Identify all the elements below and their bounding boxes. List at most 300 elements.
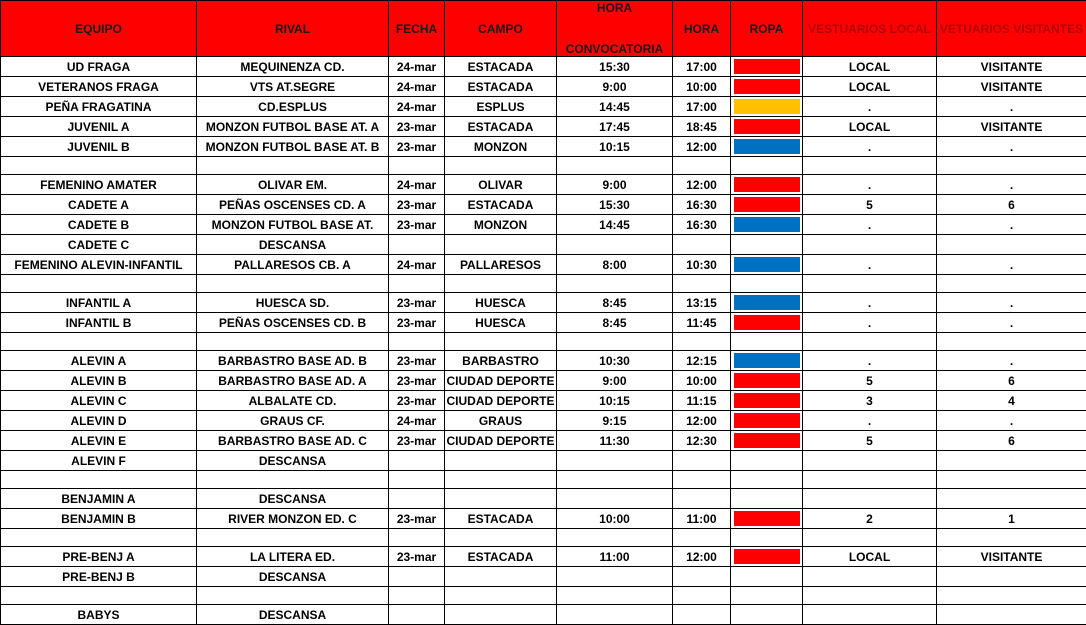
cell-equipo	[1, 157, 197, 175]
cell-vestuario-local: 3	[803, 391, 937, 411]
cell-hora-convocatoria: 10:15	[557, 391, 673, 411]
cell-equipo: CADETE A	[1, 195, 197, 215]
cell-campo	[445, 275, 557, 293]
kit-color-swatch	[734, 315, 800, 330]
cell-campo: ESTACADA	[445, 77, 557, 97]
cell-fecha	[389, 471, 445, 489]
table-row	[1, 567, 1086, 587]
cell-ropa	[731, 567, 803, 587]
cell-fecha: 23-mar	[389, 215, 445, 235]
kit-color-swatch	[734, 413, 800, 428]
cell-vestuario-local: 5	[803, 371, 937, 391]
kit-color-swatch	[734, 353, 800, 368]
cell-equipo: ALEVIN A	[1, 351, 197, 371]
table-row	[1, 509, 1086, 529]
cell-vestuario-local: LOCAL	[803, 547, 937, 567]
cell-rival	[197, 587, 389, 605]
cell-equipo: ALEVIN C	[1, 391, 197, 411]
cell-hora	[673, 157, 731, 175]
cell-vestuario-visitante: 6	[937, 371, 1086, 391]
cell-ropa	[731, 97, 803, 117]
cell-vestuario-local: 5	[803, 431, 937, 451]
kit-color-swatch	[734, 257, 800, 272]
cell-hora-convocatoria: 8:00	[557, 255, 673, 275]
header-rival: RIVAL	[197, 1, 389, 57]
cell-vestuario-local: .	[803, 293, 937, 313]
table-row	[1, 605, 1086, 625]
cell-vestuario-visitante: .	[937, 351, 1086, 371]
cell-hora-convocatoria	[557, 489, 673, 509]
cell-hora: 10:30	[673, 255, 731, 275]
cell-campo: ESTACADA	[445, 117, 557, 137]
cell-rival	[197, 275, 389, 293]
cell-campo	[445, 235, 557, 255]
cell-ropa	[731, 451, 803, 471]
cell-vestuario-visitante	[937, 489, 1086, 509]
cell-vestuario-local	[803, 275, 937, 293]
cell-fecha	[389, 587, 445, 605]
cell-vestuario-local: .	[803, 215, 937, 235]
cell-fecha: 24-mar	[389, 57, 445, 77]
header-ropa: ROPA	[731, 1, 803, 57]
cell-fecha	[389, 567, 445, 587]
table-row	[1, 117, 1086, 137]
cell-campo: ESTACADA	[445, 547, 557, 567]
cell-campo: MONZON	[445, 137, 557, 157]
cell-hora-convocatoria	[557, 529, 673, 547]
cell-vestuario-local: .	[803, 97, 937, 117]
cell-rival: GRAUS CF.	[197, 411, 389, 431]
cell-campo: BARBASTRO	[445, 351, 557, 371]
cell-hora: 11:45	[673, 313, 731, 333]
cell-hora-convocatoria: 17:45	[557, 117, 673, 137]
cell-equipo: BENJAMIN B	[1, 509, 197, 529]
kit-color-swatch	[734, 393, 800, 408]
table-row	[1, 215, 1086, 235]
table-row	[1, 137, 1086, 157]
cell-vestuario-local: .	[803, 255, 937, 275]
cell-ropa	[731, 391, 803, 411]
cell-rival: HUESCA SD.	[197, 293, 389, 313]
cell-rival: PEÑAS OSCENSES CD. A	[197, 195, 389, 215]
cell-rival: DESCANSA	[197, 451, 389, 471]
cell-hora: 12:00	[673, 175, 731, 195]
cell-vestuario-visitante: .	[937, 175, 1086, 195]
cell-hora: 18:45	[673, 117, 731, 137]
cell-hora	[673, 605, 731, 625]
cell-rival	[197, 529, 389, 547]
cell-hora-convocatoria	[557, 451, 673, 471]
cell-equipo	[1, 587, 197, 605]
header-equipo: EQUIPO	[1, 1, 197, 57]
cell-vestuario-visitante: VISITANTE	[937, 117, 1086, 137]
cell-equipo	[1, 333, 197, 351]
cell-rival	[197, 333, 389, 351]
kit-color-swatch	[734, 433, 800, 448]
cell-fecha: 23-mar	[389, 195, 445, 215]
cell-ropa	[731, 471, 803, 489]
cell-hora: 11:15	[673, 391, 731, 411]
cell-vestuario-visitante: .	[937, 411, 1086, 431]
cell-campo: CIUDAD DEPORTE	[445, 431, 557, 451]
cell-rival	[197, 471, 389, 489]
cell-hora-convocatoria: 9:00	[557, 77, 673, 97]
cell-fecha	[389, 605, 445, 625]
cell-equipo: INFANTIL A	[1, 293, 197, 313]
cell-campo	[445, 157, 557, 175]
cell-equipo: VETERANOS FRAGA	[1, 77, 197, 97]
cell-fecha: 24-mar	[389, 97, 445, 117]
cell-ropa	[731, 547, 803, 567]
cell-ropa	[731, 117, 803, 137]
spacer-row	[1, 529, 1086, 547]
cell-vestuario-local	[803, 451, 937, 471]
cell-campo: HUESCA	[445, 293, 557, 313]
cell-campo: OLIVAR	[445, 175, 557, 195]
cell-campo	[445, 489, 557, 509]
cell-vestuario-local: LOCAL	[803, 117, 937, 137]
cell-hora-convocatoria: 10:15	[557, 137, 673, 157]
cell-fecha: 24-mar	[389, 175, 445, 195]
cell-hora: 12:30	[673, 431, 731, 451]
cell-hora: 12:00	[673, 137, 731, 157]
kit-color-swatch	[734, 79, 800, 94]
cell-rival: DESCANSA	[197, 605, 389, 625]
cell-vestuario-visitante	[937, 235, 1086, 255]
cell-fecha	[389, 235, 445, 255]
cell-equipo: ALEVIN D	[1, 411, 197, 431]
cell-equipo: CADETE C	[1, 235, 197, 255]
header-fecha: FECHA	[389, 1, 445, 57]
table-row	[1, 431, 1086, 451]
cell-campo	[445, 529, 557, 547]
cell-hora-convocatoria	[557, 567, 673, 587]
table-row	[1, 293, 1086, 313]
kit-color-swatch	[734, 295, 800, 310]
cell-hora: 12:15	[673, 351, 731, 371]
cell-equipo: ALEVIN E	[1, 431, 197, 451]
kit-color-swatch	[734, 99, 800, 114]
cell-vestuario-visitante: 1	[937, 509, 1086, 529]
cell-vestuario-local: LOCAL	[803, 77, 937, 97]
cell-vestuario-visitante: .	[937, 97, 1086, 117]
table-row	[1, 547, 1086, 567]
cell-equipo: FEMENINO ALEVIN-INFANTIL	[1, 255, 197, 275]
cell-fecha: 23-mar	[389, 313, 445, 333]
cell-fecha	[389, 333, 445, 351]
cell-campo	[445, 587, 557, 605]
cell-vestuario-local	[803, 605, 937, 625]
cell-hora-convocatoria: 8:45	[557, 293, 673, 313]
cell-campo	[445, 451, 557, 471]
table-row	[1, 313, 1086, 333]
cell-hora-convocatoria	[557, 333, 673, 351]
cell-hora: 17:00	[673, 57, 731, 77]
header-vestuarios-local: VESTUARIOS LOCAL	[803, 1, 937, 57]
kit-color-swatch	[734, 59, 800, 74]
cell-equipo: PRE-BENJ A	[1, 547, 197, 567]
cell-fecha: 23-mar	[389, 371, 445, 391]
cell-hora	[673, 471, 731, 489]
cell-rival: BARBASTRO BASE AD. C	[197, 431, 389, 451]
cell-vestuario-local: .	[803, 313, 937, 333]
cell-hora	[673, 567, 731, 587]
cell-fecha: 23-mar	[389, 293, 445, 313]
cell-vestuario-visitante: 6	[937, 195, 1086, 215]
cell-vestuario-visitante: .	[937, 313, 1086, 333]
cell-vestuario-local	[803, 567, 937, 587]
cell-campo: ESTACADA	[445, 195, 557, 215]
cell-equipo: ALEVIN F	[1, 451, 197, 471]
cell-vestuario-visitante	[937, 587, 1086, 605]
cell-hora-convocatoria: 8:45	[557, 313, 673, 333]
cell-equipo	[1, 471, 197, 489]
cell-campo	[445, 567, 557, 587]
cell-equipo: UD FRAGA	[1, 57, 197, 77]
cell-fecha	[389, 157, 445, 175]
cell-vestuario-local	[803, 333, 937, 351]
cell-vestuario-local	[803, 157, 937, 175]
cell-ropa	[731, 57, 803, 77]
cell-rival: VTS AT.SEGRE	[197, 77, 389, 97]
kit-color-swatch	[734, 197, 800, 212]
cell-rival: OLIVAR EM.	[197, 175, 389, 195]
cell-ropa	[731, 215, 803, 235]
cell-vestuario-visitante: 4	[937, 391, 1086, 411]
cell-vestuario-visitante	[937, 567, 1086, 587]
cell-fecha	[389, 529, 445, 547]
cell-campo: HUESCA	[445, 313, 557, 333]
cell-vestuario-local: .	[803, 175, 937, 195]
cell-hora-convocatoria: 10:30	[557, 351, 673, 371]
cell-ropa	[731, 77, 803, 97]
cell-vestuario-local: .	[803, 411, 937, 431]
header-hora: HORA	[673, 1, 731, 57]
kit-color-swatch	[734, 373, 800, 388]
spacer-row	[1, 157, 1086, 175]
cell-ropa	[731, 235, 803, 255]
cell-rival: BARBASTRO BASE AD. A	[197, 371, 389, 391]
spacer-row	[1, 587, 1086, 605]
cell-rival: MONZON FUTBOL BASE AT. A	[197, 117, 389, 137]
cell-rival: CD.ESPLUS	[197, 97, 389, 117]
cell-campo	[445, 471, 557, 489]
spacer-row	[1, 471, 1086, 489]
cell-ropa	[731, 509, 803, 529]
table-row	[1, 411, 1086, 431]
spacer-row	[1, 333, 1086, 351]
header-hora-convocatoria	[557, 1, 673, 57]
cell-vestuario-visitante	[937, 157, 1086, 175]
cell-fecha	[389, 275, 445, 293]
cell-equipo: BENJAMIN A	[1, 489, 197, 509]
cell-campo	[445, 333, 557, 351]
cell-hora	[673, 333, 731, 351]
cell-hora	[673, 451, 731, 471]
cell-vestuario-visitante	[937, 333, 1086, 351]
cell-rival: LA LITERA ED.	[197, 547, 389, 567]
cell-vestuario-visitante	[937, 529, 1086, 547]
cell-fecha: 23-mar	[389, 351, 445, 371]
cell-hora-convocatoria: 9:00	[557, 175, 673, 195]
cell-vestuario-local: .	[803, 137, 937, 157]
cell-vestuario-local	[803, 587, 937, 605]
header-hora-convocatoria-bottom: CONVOCATORIA	[557, 42, 672, 56]
cell-campo: GRAUS	[445, 411, 557, 431]
cell-vestuario-local	[803, 235, 937, 255]
table-row	[1, 351, 1086, 371]
cell-hora-convocatoria: 9:15	[557, 411, 673, 431]
cell-rival: BARBASTRO BASE AD. B	[197, 351, 389, 371]
cell-fecha	[389, 489, 445, 509]
cell-campo: ESPLUS	[445, 97, 557, 117]
cell-equipo: FEMENINO AMATER	[1, 175, 197, 195]
cell-hora: 10:00	[673, 77, 731, 97]
header-hora-convocatoria-top: HORA	[557, 1, 672, 15]
cell-campo: CIUDAD DEPORTE	[445, 371, 557, 391]
cell-hora	[673, 235, 731, 255]
cell-campo: MONZON	[445, 215, 557, 235]
cell-hora-convocatoria: 14:45	[557, 97, 673, 117]
cell-hora-convocatoria: 14:45	[557, 215, 673, 235]
cell-rival: DESCANSA	[197, 567, 389, 587]
cell-fecha: 23-mar	[389, 137, 445, 157]
cell-vestuario-visitante: VISITANTE	[937, 77, 1086, 97]
cell-campo: PALLARESOS	[445, 255, 557, 275]
table-row	[1, 489, 1086, 509]
table-row	[1, 77, 1086, 97]
cell-rival: MONZON FUTBOL BASE AT.	[197, 215, 389, 235]
cell-ropa	[731, 411, 803, 431]
cell-vestuario-local	[803, 471, 937, 489]
cell-equipo: CADETE B	[1, 215, 197, 235]
cell-equipo: BABYS	[1, 605, 197, 625]
kit-color-swatch	[734, 177, 800, 192]
cell-campo: ESTACADA	[445, 509, 557, 529]
cell-hora	[673, 529, 731, 547]
cell-fecha: 23-mar	[389, 117, 445, 137]
table-row	[1, 391, 1086, 411]
cell-vestuario-visitante	[937, 275, 1086, 293]
cell-hora-convocatoria: 15:30	[557, 57, 673, 77]
cell-rival: MEQUINENZA CD.	[197, 57, 389, 77]
table-row	[1, 97, 1086, 117]
cell-hora: 12:00	[673, 411, 731, 431]
cell-hora-convocatoria	[557, 235, 673, 255]
cell-ropa	[731, 529, 803, 547]
cell-hora-convocatoria	[557, 157, 673, 175]
cell-hora: 16:30	[673, 215, 731, 235]
cell-vestuario-visitante: .	[937, 293, 1086, 313]
cell-vestuario-local	[803, 529, 937, 547]
cell-hora: 12:00	[673, 547, 731, 567]
kit-color-swatch	[734, 511, 800, 526]
kit-color-swatch	[734, 217, 800, 232]
cell-hora-convocatoria: 10:00	[557, 509, 673, 529]
cell-fecha: 23-mar	[389, 431, 445, 451]
cell-equipo: ALEVIN B	[1, 371, 197, 391]
cell-ropa	[731, 431, 803, 451]
cell-vestuario-local: .	[803, 351, 937, 371]
cell-rival: PEÑAS OSCENSES CD. B	[197, 313, 389, 333]
cell-ropa	[731, 293, 803, 313]
table-body	[1, 57, 1086, 625]
cell-ropa	[731, 175, 803, 195]
cell-hora-convocatoria: 15:30	[557, 195, 673, 215]
kit-color-swatch	[734, 549, 800, 564]
cell-vestuario-visitante	[937, 605, 1086, 625]
cell-hora-convocatoria: 11:30	[557, 431, 673, 451]
cell-hora: 10:00	[673, 371, 731, 391]
cell-equipo: JUVENIL B	[1, 137, 197, 157]
cell-equipo: PRE-BENJ B	[1, 567, 197, 587]
table-row	[1, 235, 1086, 255]
table-row	[1, 371, 1086, 391]
table-row	[1, 451, 1086, 471]
cell-vestuario-local: 5	[803, 195, 937, 215]
kit-color-swatch	[734, 119, 800, 134]
cell-equipo	[1, 529, 197, 547]
cell-ropa	[731, 157, 803, 175]
cell-ropa	[731, 313, 803, 333]
cell-vestuario-visitante	[937, 451, 1086, 471]
cell-ropa	[731, 255, 803, 275]
cell-equipo	[1, 275, 197, 293]
cell-equipo: JUVENIL A	[1, 117, 197, 137]
cell-hora-convocatoria	[557, 471, 673, 489]
cell-vestuario-local: LOCAL	[803, 57, 937, 77]
cell-rival	[197, 157, 389, 175]
cell-hora	[673, 587, 731, 605]
cell-hora	[673, 275, 731, 293]
table-row	[1, 255, 1086, 275]
cell-fecha	[389, 451, 445, 471]
cell-ropa	[731, 275, 803, 293]
cell-fecha: 24-mar	[389, 255, 445, 275]
cell-fecha: 23-mar	[389, 547, 445, 567]
cell-ropa	[731, 371, 803, 391]
cell-hora: 13:15	[673, 293, 731, 313]
cell-rival: ALBALATE CD.	[197, 391, 389, 411]
cell-campo: ESTACADA	[445, 57, 557, 77]
cell-rival: RIVER MONZON ED. C	[197, 509, 389, 529]
cell-hora-convocatoria	[557, 605, 673, 625]
cell-rival: DESCANSA	[197, 235, 389, 255]
cell-vestuario-visitante: .	[937, 215, 1086, 235]
header-vestuarios-visitantes: VETUARIOS VISITANTES	[937, 1, 1086, 57]
cell-vestuario-visitante: .	[937, 137, 1086, 157]
cell-equipo: PEÑA FRAGATINA	[1, 97, 197, 117]
cell-equipo: INFANTIL B	[1, 313, 197, 333]
cell-fecha: 23-mar	[389, 509, 445, 529]
cell-hora: 11:00	[673, 509, 731, 529]
cell-vestuario-visitante	[937, 471, 1086, 489]
table-row	[1, 57, 1086, 77]
cell-hora: 17:00	[673, 97, 731, 117]
cell-hora	[673, 489, 731, 509]
cell-hora-convocatoria: 11:00	[557, 547, 673, 567]
cell-vestuario-local	[803, 489, 937, 509]
cell-hora-convocatoria: 9:00	[557, 371, 673, 391]
cell-rival: DESCANSA	[197, 489, 389, 509]
cell-rival: MONZON FUTBOL BASE AT. B	[197, 137, 389, 157]
cell-vestuario-visitante: VISITANTE	[937, 547, 1086, 567]
cell-ropa	[731, 333, 803, 351]
cell-ropa	[731, 489, 803, 509]
kit-color-swatch	[734, 139, 800, 154]
cell-vestuario-visitante: .	[937, 255, 1086, 275]
cell-hora: 16:30	[673, 195, 731, 215]
